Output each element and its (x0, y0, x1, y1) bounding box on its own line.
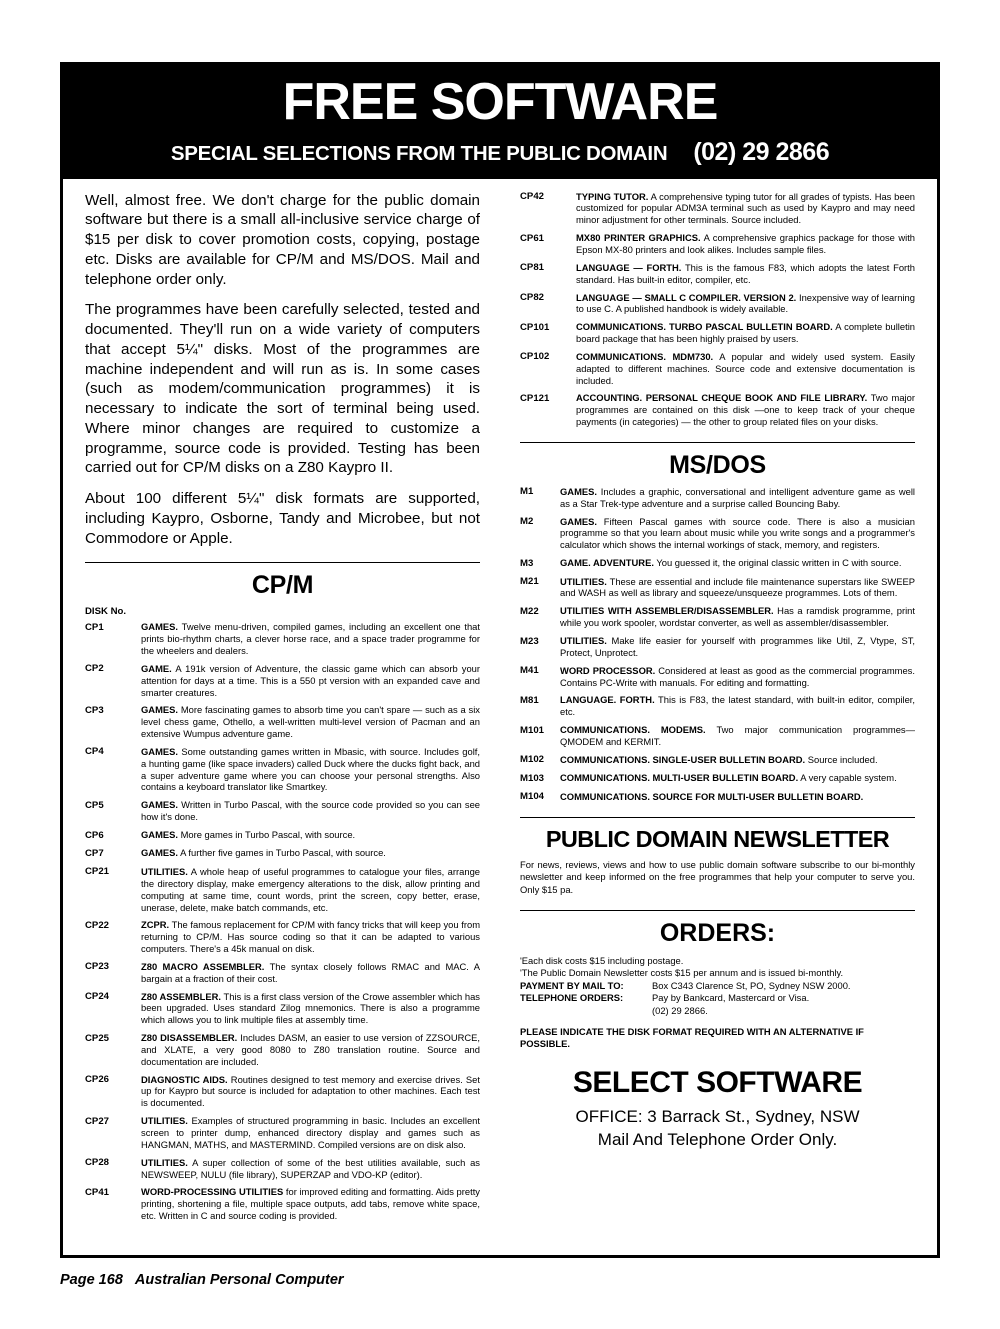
item-title: UTILITIES. (141, 865, 188, 877)
left-column (85, 191, 500, 1228)
ad-subtitle-row (63, 138, 937, 167)
item-code: CP102 (520, 351, 550, 363)
catalogue-item (520, 557, 915, 569)
item-code: CP61 (520, 232, 544, 244)
item-code: CP25 (85, 1032, 109, 1044)
item-title: COMMUNICATIONS. SINGLE-USER BULLETIN BOARD. (560, 753, 806, 765)
item-description: LANGUAGE. FORTH. This is F83, the latest standard, with built-in editor, compiler, etc. (560, 694, 915, 718)
page-number: Page 168 (60, 1272, 123, 1288)
catalogue-item (85, 991, 480, 1027)
item-title: GAMES. (141, 799, 178, 811)
item-title: UTILITIES. (560, 575, 607, 587)
catalogue-item (520, 321, 915, 345)
item-description: COMMUNICATIONS. TURBO PASCAL BULLETIN BOARD. A complete bulletin board package that has been highly praised by users. (576, 321, 915, 345)
item-title: Z80 DISASSEMBLER. (141, 1032, 238, 1044)
item-title: GAMES. (141, 847, 178, 859)
item-description: DIAGNOSTIC AIDS. Routines designed to test memory and exercise drives. Set up for Kaypro but source is included for adaptation to other machines. Each test is documented. (141, 1073, 480, 1109)
item-code: M81 (520, 694, 539, 706)
item-title: UTILITIES. (141, 1156, 188, 1168)
item-description: LANGUAGE — SMALL C COMPILER. VERSION 2. Inexpensive way of learning to use C. A published handbook is widely available. (576, 291, 915, 315)
item-code: M102 (520, 754, 544, 766)
item-description: UTILITIES. A super collection of some of the best utilities available, such as NEWSWEEP, NULU (file library), SUPERZAP and VDO-KP (editor). (141, 1156, 480, 1180)
item-description: ACCOUNTING. PERSONAL CHEQUE BOOK AND FILE LIBRARY. Two major programmes are contained on this disk —one to keep track of your cheque payments (in categories) — the other to group related files on your disks. (576, 392, 915, 428)
item-description: ZCPR. The famous replacement for CP/M with fancy tricks that will keep you from returning to CP/M. Has source coding so that it can be adapted to various computers. There's a 45k manual on disk. (141, 919, 480, 955)
item-description: MX80 PRINTER GRAPHICS. A comprehensive graphics package for those with Epson MX-80 printers and look alikes. Includes sample files. (576, 232, 916, 255)
catalogue-item (85, 663, 480, 699)
catalogue-item (85, 621, 480, 657)
divider (520, 817, 915, 818)
item-code: CP27 (85, 1115, 109, 1127)
item-code: M23 (520, 635, 539, 647)
ad-subtitle: SPECIAL SELECTIONS FROM THE PUBLIC DOMAIN (170, 141, 668, 165)
catalogue-item (85, 961, 480, 985)
item-code: CP7 (85, 847, 104, 859)
item-code: M41 (520, 665, 539, 677)
orders-mail-label: PAYMENT BY MAIL TO: (520, 979, 624, 991)
catalogue-item (85, 704, 480, 740)
disk-no-label: DISK No. (85, 606, 127, 618)
catalogue-item (520, 351, 915, 387)
item-title: UTILITIES WITH ASSEMBLER/DISASSEMBLER. (560, 605, 774, 617)
right-column (500, 191, 915, 1228)
item-description: LANGUAGE — FORTH. This is the famous F83, which adopts the latest Forth standard. Has built-in editor, compiler, etc. (576, 261, 915, 285)
item-title: GAME. ADVENTURE. (560, 557, 654, 569)
item-description: GAMES. Fifteen Pascal games with source code. There is also a musician programme so that you learn about music while you write songs and a programmer's calculator which shows the internal workings of stack, memory, and registers. (560, 515, 915, 551)
item-description: COMMUNICATIONS. MDM730. A popular and widely used system. Easily adapted to different machines. Source code and extensive documentation is included. (576, 350, 915, 386)
msdos-heading: MS/DOS (669, 450, 766, 479)
item-code: CP4 (85, 746, 104, 758)
cpm-list (85, 621, 480, 1222)
item-description: GAMES. Written in Turbo Pascal, with the source code provided so you can see how it's done. (141, 799, 480, 823)
item-code: CP81 (520, 262, 544, 274)
item-title: COMMUNICATIONS. MODEMS. (560, 724, 706, 736)
item-description: GAMES. Twelve menu-driven, compiled games, including an excellent one that prints bio-rhythm charts, a clever horse race, and a space trader programme for the wheelers and dealers. (141, 621, 480, 657)
item-description: WORD PROCESSOR. Considered at least as good as the commercial programmes. Contains PC-Write with manuals. For editing and formatting. (560, 664, 915, 688)
item-title: GAMES. (141, 745, 178, 757)
divider (520, 442, 915, 443)
item-code: CP42 (520, 191, 544, 203)
orders-phone-number: (02) 29 2866. (652, 1004, 708, 1016)
catalogue-item (520, 576, 915, 600)
catalogue-item (85, 1186, 480, 1222)
item-description: GAMES. More fascinating games to absorb time you can't spare — such as a six level chess game, Othello, a well-written multi-level version of Pacman and an extensive Wumpus adventure game. (141, 704, 480, 740)
orders-line-1: 'Each disk costs $15 including postage. (520, 954, 684, 966)
item-description: Z80 MACRO ASSEMBLER. The syntax closely follows RMAC and MAC. A bargain at a fraction of their cost. (141, 960, 480, 984)
catalogue-item (520, 262, 915, 286)
divider (85, 562, 480, 563)
item-description: GAMES. A further five games in Turbo Pascal, with source. (141, 847, 386, 859)
item-description: GAMES. Some outstanding games written in Mbasic, with source. Includes golf, a hunting game (like space invaders) called Duck where the ducks fight back, and a super adventure game where you can choose your personal strengths. Also contains a keyboard translator like Smartkey. (141, 745, 480, 793)
item-code: CP5 (85, 799, 104, 811)
msdos-list (520, 486, 915, 803)
catalogue-item (85, 799, 480, 823)
item-description: UTILITIES. Examples of structured programming in basic. Includes an excellent screen to printer dump, enhanced directory display and games such as HANGMAN, MATHS, and MASTERMIND. Compiled versions are on disk also. (141, 1115, 480, 1150)
brand-office: OFFICE: 3 Barrack St., Sydney, NSW (575, 1107, 860, 1127)
catalogue-item (85, 1115, 480, 1151)
intro-text (85, 191, 480, 549)
item-code: CP2 (85, 663, 104, 675)
item-code: CP121 (520, 392, 550, 404)
catalogue-item (85, 919, 480, 955)
item-title: GAMES. (560, 515, 597, 527)
item-code: CP6 (85, 829, 104, 841)
item-description: COMMUNICATIONS. MULTI-USER BULLETIN BOARD. A very capable system. (560, 772, 897, 784)
item-title: COMMUNICATIONS. TURBO PASCAL BULLETIN BOARD. (576, 321, 833, 333)
item-code: M21 (520, 576, 539, 588)
newsletter-heading: PUBLIC DOMAIN NEWSLETTER (545, 826, 890, 853)
advertisement (60, 62, 940, 1258)
item-title: DIAGNOSTIC AIDS. (141, 1073, 228, 1085)
item-title: COMMUNICATIONS. MDM730. (576, 350, 714, 362)
item-description: UTILITIES. These are essential and include file maintenance superstars like SWEEP and WASH as well as library and squeeze/unsqueeze programmes. Lots of them. (560, 575, 915, 599)
item-code: M1 (520, 486, 534, 498)
item-title: GAMES. (141, 829, 178, 840)
item-description: Z80 DISASSEMBLER. Includes DASM, an easier to use version of ZZSOURCE, and XLATE, a very good 8080 to Z80 translation routine. Source and documentation are included. (141, 1032, 480, 1067)
item-title: Z80 MACRO ASSEMBLER. (141, 960, 265, 972)
intro-paragraph-3: About 100 different 5¼" disk formats are supported, including Kaypro, Osborne, Tandy and Microbee, but not Commodore or Apple. (85, 490, 480, 547)
catalogue-item (520, 605, 915, 629)
catalogue-item (520, 635, 915, 659)
orders-mail-row (520, 980, 915, 992)
orders-heading: ORDERS: (659, 918, 776, 947)
orders-phone-value: Pay by Bankcard, Mastercard or Visa. (652, 992, 810, 1004)
item-title: UTILITIES. (141, 1115, 188, 1127)
item-description: Z80 ASSEMBLER. This is a first class version of the Crowe assembler which has been upgraded. Uses standard Zilog mnemonics. There is also a programme which allows you to link multiple files at assembly time. (141, 990, 480, 1026)
newsletter-text: For news, reviews, views and how to use public domain software subscribe to our bi-monthly newsletter and keep informed on the free programmes that help your computer to serve you. Only $15 pa. (520, 859, 915, 895)
catalogue-item (520, 486, 915, 510)
item-code: CP101 (520, 321, 550, 333)
item-code: M2 (520, 516, 534, 528)
item-title: COMMUNICATIONS. MULTI-USER BULLETIN BOARD. (560, 772, 799, 784)
catalogue-item (520, 191, 915, 227)
item-title: GAMES. (141, 704, 178, 716)
cpm-list-continued (520, 191, 915, 428)
ad-banner (63, 65, 937, 179)
item-code: CP3 (85, 704, 104, 716)
orders-note: PLEASE INDICATE THE DISK FORMAT REQUIRED WITH AN ALTERNATIVE IF POSSIBLE. (520, 1025, 864, 1050)
brand-mail-order: Mail And Telephone Order Only. (597, 1130, 838, 1150)
ad-title: FREE SOFTWARE (282, 73, 718, 131)
divider (520, 910, 915, 911)
brand-block (520, 1066, 915, 1150)
page-footer (60, 1272, 344, 1288)
item-code: CP26 (85, 1074, 109, 1086)
catalogue-item (520, 694, 915, 718)
item-title: LANGUAGE. FORTH. (560, 694, 655, 706)
item-title: UTILITIES. (560, 635, 607, 647)
catalogue-item (520, 516, 915, 552)
catalogue-item (520, 724, 915, 748)
item-code: CP28 (85, 1157, 109, 1169)
item-description: COMMUNICATIONS. SINGLE-USER BULLETIN BOARD. Source included. (560, 753, 878, 765)
item-code: CP21 (85, 866, 109, 878)
catalogue-item (85, 1157, 480, 1181)
item-title: TYPING TUTOR. (576, 190, 649, 202)
item-code: CP23 (85, 961, 109, 973)
item-title: COMMUNICATIONS. SOURCE FOR MULTI-USER BULLETIN BOARD. (560, 790, 864, 802)
orders-spacer (520, 1005, 652, 1017)
catalogue-item (520, 292, 915, 316)
orders-line-2: 'The Public Domain Newsletter costs $15 per annum and is issued bi-monthly. (520, 967, 844, 979)
item-description: GAME. ADVENTURE. You guessed it, the original classic written in C with source. (560, 557, 902, 569)
item-description: GAMES. More games in Turbo Pascal, with source. (141, 829, 356, 840)
catalogue-item (85, 1032, 480, 1068)
orders-phone-label: TELEPHONE ORDERS: (520, 992, 624, 1004)
item-code: M3 (520, 557, 534, 569)
cpm-heading: CP/M (251, 571, 314, 600)
item-description: UTILITIES. Make life easier for yourself with programmes like Util, Z, Vtype, ST, Protect, Unprotect. (560, 635, 915, 658)
item-title: WORD-PROCESSING UTILITIES (141, 1186, 284, 1198)
catalogue-item (520, 392, 915, 428)
intro-paragraph-2: The programmes have been carefully selected, tested and documented. They'll run on a wide variety of computers that accept 5¼" disks. Most of the programmes are machine independent and will run as is. In some cases (such as modem/communication programmes) it is necessary to indicate the sort of terminal being used. Where minor changes are required to customize a programme, source code is provided. Testing has been carried out for CP/M disks on a Z80 Kaypro II. (85, 301, 480, 477)
item-code: M104 (520, 791, 544, 803)
item-title: LANGUAGE — FORTH. (576, 261, 682, 273)
catalogue-item (85, 866, 480, 913)
orders-phone-row (520, 992, 915, 1004)
item-code: CP24 (85, 991, 109, 1003)
item-description: TYPING TUTOR. A comprehensive typing tutor for all grades of typists. Has been customized for popular ADM3A terminal such as used by Kaypro and may need minor adjustment for other terminals. Source included. (576, 190, 915, 226)
catalogue-item (520, 665, 915, 689)
orders-mail-value: Box C343 Clarence St, PO, Sydney NSW 2000. (652, 979, 851, 991)
item-code: CP22 (85, 919, 109, 931)
catalogue-item (85, 746, 480, 793)
item-title: GAME. (141, 662, 172, 674)
item-title: GAMES. (141, 621, 178, 633)
item-description: COMMUNICATIONS. MODEMS. Two major communication programmes—QMODEM and KERMIT. (560, 724, 915, 747)
orders-phone-row-2 (520, 1005, 915, 1017)
item-description: WORD-PROCESSING UTILITIES for improved editing and formatting. Aids pretty printing, shortening a file, multiple space outputs, add tabs, remove white space, etc. Written in C and source coding is provided. (141, 1186, 480, 1222)
catalogue-item (520, 772, 915, 784)
item-title: Z80 ASSEMBLER. (141, 990, 221, 1002)
catalogue-item (85, 847, 480, 859)
ad-phone: (02) 29 2866 (693, 137, 830, 166)
item-description: UTILITIES WITH ASSEMBLER/DISASSEMBLER. Has a ramdisk programme, print while you work spooler, wordstar converter, as well as assembler/disassembler. (560, 605, 915, 629)
item-description: UTILITIES. A whole heap of useful programmes to catalogue your files, arrange the directory display, make emergency alterations to the disk, allow printing and computing at same time, count words, print the screen, copy better, erase, unerase, delete, make batch commands, etc. (141, 865, 480, 913)
publication-name: Australian Personal Computer (134, 1272, 344, 1288)
catalogue-item (520, 754, 915, 766)
item-code: CP82 (520, 292, 544, 303)
brand-name: SELECT SOFTWARE (572, 1066, 863, 1100)
catalogue-item (85, 829, 480, 841)
item-title: ACCOUNTING. PERSONAL CHEQUE BOOK AND FILE LIBRARY. (576, 392, 868, 404)
item-code: M101 (520, 724, 544, 736)
item-description: GAMES. Includes a graphic, conversational and intelligent adventure game as well as a Star Trek-type adventure and a surprise called Bouncing Baby. (560, 485, 915, 509)
item-title: GAMES. (560, 485, 597, 497)
item-code: M103 (520, 772, 544, 784)
intro-paragraph-1: Well, almost free. We don't charge for the public domain software but there is a small all-inclusive service charge of $15 per disk to cover promotion costs, copying, postage etc. Disks are available for CP/M and MS/DOS. Mail and telephone order only. (85, 191, 480, 288)
item-code: CP41 (85, 1186, 109, 1198)
item-title: LANGUAGE — SMALL C COMPILER. VERSION 2. (576, 291, 797, 303)
item-description (560, 791, 915, 803)
ad-columns (63, 179, 937, 1238)
item-title: ZCPR. (141, 919, 170, 931)
catalogue-item (85, 1074, 480, 1110)
item-code: M22 (520, 605, 539, 617)
item-description: GAME. A 191k version of Adventure, the classic game which can absorb your attention for days at a time. This is a 550 pt version with an expanded cave and smarter creatures. (141, 662, 480, 698)
item-code: CP1 (85, 621, 104, 633)
item-title: MX80 PRINTER GRAPHICS. (576, 232, 701, 244)
item-title: WORD PROCESSOR. (560, 664, 656, 676)
catalogue-item (520, 791, 915, 803)
catalogue-item (520, 232, 915, 256)
